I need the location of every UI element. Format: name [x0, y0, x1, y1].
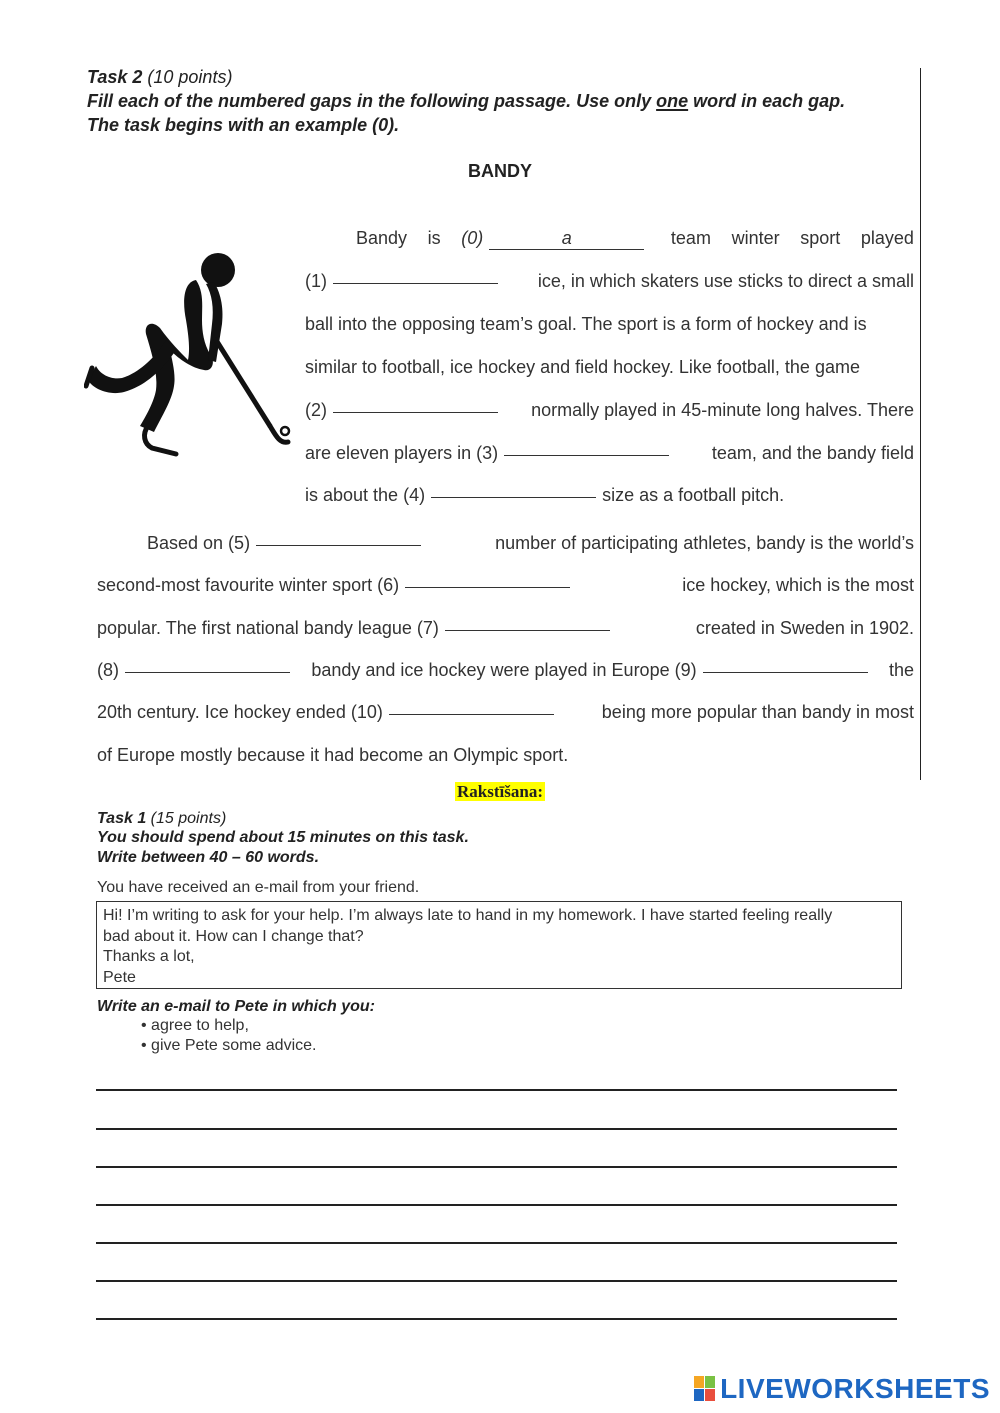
writing-line-4[interactable] — [96, 1204, 897, 1206]
prompt-bullet-1: • agree to help, — [141, 1017, 249, 1034]
line-text: second-most favourite winter sport (6) — [97, 575, 400, 595]
gap-group-10 — [97, 702, 560, 723]
writing-line-1[interactable] — [96, 1089, 897, 1091]
friend-email-box — [96, 901, 902, 989]
gap-group-6 — [97, 575, 576, 596]
writing-line-3[interactable] — [96, 1166, 897, 1168]
email-line-3: Thanks a lot, — [103, 948, 195, 965]
instr-underlined-word: one — [656, 91, 689, 111]
line-text: ice, in which skaters use sticks to direct a small — [537, 271, 914, 291]
line-text: being more popular than bandy in most — [601, 702, 914, 722]
task1-title: Task 1 — [97, 810, 147, 827]
task2-points: (10 points) — [147, 67, 233, 87]
right-border-top — [920, 68, 921, 515]
gap-7-input[interactable] — [445, 629, 610, 631]
passage-line-9 — [97, 575, 914, 596]
task2-instruction-2: The task begins with an example (0). — [87, 115, 400, 135]
writing-line-6[interactable] — [96, 1280, 897, 1282]
line-text: popular. The first national bandy league (7) — [97, 618, 439, 638]
passage-line-6 — [305, 443, 914, 464]
gap-group-5 — [147, 533, 427, 554]
email-line-4: Pete — [103, 968, 136, 986]
bandy-player-icon — [84, 250, 294, 460]
gap-number-8: (8) — [97, 660, 119, 680]
line-text: the — [888, 660, 914, 680]
passage-line-13: of Europe mostly because it had become an Olympic sport. — [97, 745, 569, 765]
passage-line-3: ball into the opposing team’s goal. The sport is a form of hockey and is — [305, 314, 867, 334]
word: winter — [731, 228, 780, 248]
gap-group-1 — [305, 271, 504, 292]
passage-line-12 — [97, 702, 914, 723]
line-text: created in Sweden in 1902. — [695, 618, 914, 638]
example-answer: a — [561, 228, 572, 248]
writing-line-7[interactable] — [96, 1318, 897, 1320]
writing-line-2[interactable] — [96, 1128, 897, 1130]
prompt-bullet-2: • give Pete some advice. — [141, 1037, 317, 1054]
passage-line-11 — [97, 660, 914, 681]
gap-group-9 — [311, 660, 873, 681]
gap-3-input[interactable] — [504, 454, 669, 456]
passage-line-8 — [147, 533, 914, 554]
line-text: 20th century. Ice hockey ended (10) — [97, 702, 383, 722]
passage-title: BANDY — [467, 161, 532, 181]
passage-line-5 — [305, 400, 914, 421]
instr-text: Fill each of the numbered gaps in the following passage. Use only — [87, 91, 652, 111]
gap-number-0: (0) — [461, 228, 484, 248]
line-text: team, and the bandy field — [711, 443, 914, 463]
passage-line-1 — [356, 228, 914, 250]
logo-text: LIVEWORKSHEETS — [720, 1373, 990, 1404]
gap-9-input[interactable] — [703, 671, 868, 673]
task1-instruction-2: Write between 40 – 60 words. — [97, 849, 320, 866]
gap-10-input[interactable] — [389, 713, 554, 715]
task1-instruction-1: You should spend about 15 minutes on this task. — [97, 829, 469, 846]
line-text: is about the (4) — [305, 485, 426, 505]
gap-number-2: (2) — [305, 400, 327, 420]
example-gap-group — [461, 228, 650, 250]
writing-prompt: Write an e-mail to Pete in which you: — [97, 998, 375, 1015]
task1-points: (15 points) — [150, 810, 227, 827]
gap-5-input[interactable] — [256, 544, 421, 546]
gap-0-example — [489, 228, 644, 250]
word: Bandy — [356, 228, 408, 248]
email-line-2: bad about it. How can I change that? — [103, 927, 364, 945]
received-email-note: You have received an e-mail from your friend. — [97, 879, 420, 896]
word: sport — [800, 228, 841, 248]
word: played — [860, 228, 914, 248]
gap-4-input[interactable] — [431, 496, 596, 498]
line-text: Based on (5) — [147, 533, 251, 553]
gap-1-input[interactable] — [333, 282, 498, 284]
line-text: size as a football pitch. — [602, 485, 785, 505]
gap-group-7 — [97, 618, 616, 639]
gap-group-2 — [305, 400, 504, 421]
line-text: are eleven players in (3) — [305, 443, 499, 463]
liveworksheets-icon — [694, 1376, 716, 1402]
line-text: bandy and ice hockey were played in Europe (9) — [311, 660, 697, 680]
gap-group-3 — [305, 443, 675, 464]
line-text: number of participating athletes, bandy is the world’s — [495, 533, 914, 553]
passage-line-10 — [97, 618, 914, 639]
task1-header — [97, 810, 226, 828]
word: team — [670, 228, 711, 248]
gap-group-8 — [97, 660, 296, 681]
gap-8-input[interactable] — [125, 671, 290, 673]
gap-number-1: (1) — [305, 271, 327, 291]
passage-line-4: similar to football, ice hockey and field hockey. Like football, the game — [305, 357, 860, 377]
instr-text-end: word in each gap. — [693, 91, 846, 111]
writing-line-5[interactable] — [96, 1242, 897, 1244]
line-text: normally played in 45-minute long halves. There — [531, 400, 914, 420]
passage-line-2 — [305, 271, 914, 292]
line-text: ice hockey, which is the most — [682, 575, 914, 595]
right-border-bottom — [920, 515, 921, 780]
task2-title: Task 2 — [87, 67, 143, 87]
task2-instruction-1 — [87, 91, 845, 112]
email-line-1: Hi! I’m writing to ask for your help. I’m always late to hand in my homework. I have started feeling really — [103, 907, 833, 924]
section-label-wrap — [0, 782, 1000, 802]
section-label: Rakstīšana: — [457, 782, 543, 801]
gap-2-input[interactable] — [333, 411, 498, 413]
word: is — [427, 228, 441, 248]
liveworksheets-logo[interactable] — [694, 1373, 990, 1405]
gap-6-input[interactable] — [405, 586, 570, 588]
passage-line-7 — [305, 485, 784, 506]
task2-header — [87, 67, 232, 88]
